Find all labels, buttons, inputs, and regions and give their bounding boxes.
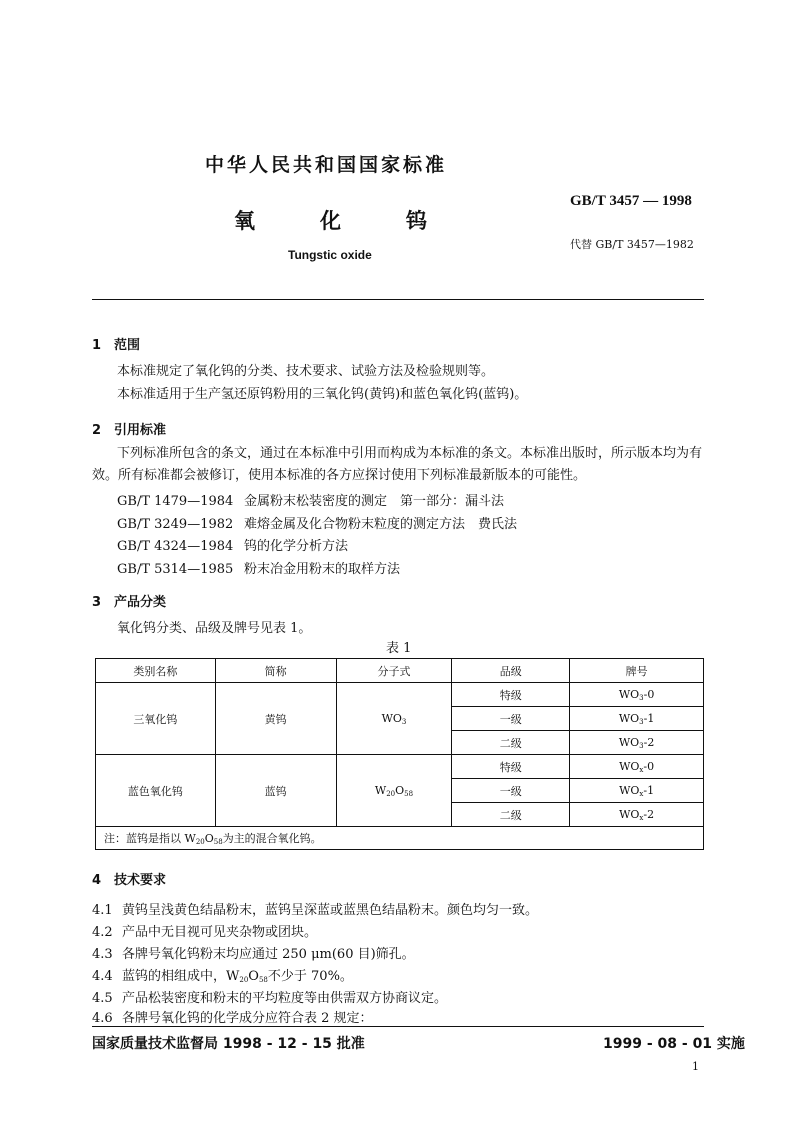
brand-cell: $WO_x-1$: [570, 779, 704, 803]
grade-cell: 一级: [452, 779, 570, 803]
title-char-3: 钨: [406, 209, 427, 233]
standard-number: GB/T 3457 — 1998: [570, 193, 692, 209]
section-4-heading: [92, 869, 166, 888]
table-row: [96, 683, 704, 707]
section-1-paragraph-1: 本标准规定了氧化钨的分类、技术要求、试验方法及检验规则等。: [117, 364, 495, 379]
brand-cell: $WO_3-0$: [570, 683, 704, 707]
section-number: 4: [92, 873, 102, 888]
brand-cell: $WO_x-0$: [570, 755, 704, 779]
section-number: 3: [92, 595, 102, 610]
grade-cell: 一级: [452, 707, 570, 731]
table-note: 注：蓝钨是指以 $W_{20}O_{58}$为主的混合氧化钨。: [96, 827, 704, 850]
section-2-heading: [92, 419, 166, 438]
document-title: [234, 205, 427, 235]
reference-title: 钨的化学分析方法: [244, 539, 349, 554]
clause-4-1: 4.1 黄钨呈浅黄色结晶粉末，蓝钨呈深蓝或蓝黑色结晶粉末。颜色均匀一致。: [92, 903, 539, 918]
short-name-cell: 蓝钨: [215, 755, 336, 827]
approval-statement: 国家质量技术监督局 1998 - 12 - 15 批准: [92, 1036, 365, 1052]
section-number: 1: [92, 338, 102, 353]
clause-4-3: 4.3 各牌号氧化钨粉末均应通过 250 μm(60 目)筛孔。: [92, 947, 415, 962]
reference-item: [117, 558, 400, 577]
brand-cell: $WO_x-2$: [570, 803, 704, 827]
section-title: 引用标准: [114, 423, 167, 438]
section-2-intro: 下列标准所包含的条文，通过在本标准中引用而构成为本标准的条文。本标准出版时，所示版本均为有效。所有标准都会被修订，使用本标准的各方应探讨使用下列标准最新版本的可能性。: [92, 446, 703, 483]
header-short-name: 简称: [215, 659, 336, 683]
reference-title: 粉末冶金用粉末的取样方法: [244, 562, 401, 577]
table-row: [96, 755, 704, 779]
reference-code: GB/T 5314—1985: [117, 562, 234, 577]
header-divider: [92, 299, 704, 300]
table-1-caption: 表 1: [386, 641, 412, 656]
section-title: 产品分类: [114, 595, 167, 610]
short-name-cell: 黄钨: [215, 683, 336, 755]
grade-cell: 二级: [452, 731, 570, 755]
header-brand: 牌号: [570, 659, 704, 683]
header-grade: 品级: [452, 659, 570, 683]
reference-item: [117, 490, 504, 509]
clause-4-5: 4.5 产品松装密度和粉末的平均粒度等由供需双方协商议定。: [92, 991, 448, 1006]
section-title: 范围: [114, 338, 141, 353]
national-standard-heading: 中华人民共和国国家标准: [205, 154, 448, 176]
grade-cell: 特级: [452, 755, 570, 779]
table-header-row: [96, 659, 704, 683]
grade-cell: 二级: [452, 803, 570, 827]
header-category: 类别名称: [96, 659, 216, 683]
clause-4-6: 4.6 各牌号氧化钨的化学成分应符合表 2 规定：: [92, 1011, 373, 1026]
category-cell: 蓝色氧化钨: [96, 755, 216, 827]
reference-code: GB/T 4324—1984: [117, 539, 234, 554]
reference-title: 难熔金属及化合物粉末粒度的测定方法 费氏法: [244, 517, 518, 532]
replaces-standard: 代替 GB/T 3457—1982: [570, 238, 694, 251]
clause-4-4: 4.4 蓝钨的相组成中，$W_{20}O_{58}$不少于 70%。: [92, 969, 353, 984]
formula-cell: $W_{20}O_{58}$: [336, 755, 452, 827]
effective-date: 1999 - 08 - 01 实施: [603, 1036, 745, 1052]
header-formula: 分子式: [336, 659, 452, 683]
title-char-2: 化: [320, 209, 341, 233]
clause-4-2: 4.2 产品中无目视可见夹杂物或团块。: [92, 925, 318, 940]
table-1: [95, 658, 704, 850]
section-1-paragraph-2: 本标准适用于生产氢还原钨粉用的三氧化钨(黄钨)和蓝色氧化钨(蓝钨)。: [117, 387, 528, 402]
section-3-heading: [92, 591, 166, 610]
grade-cell: 特级: [452, 683, 570, 707]
section-1-heading: [92, 334, 140, 353]
brand-cell: $WO_3-2$: [570, 731, 704, 755]
section-title: 技术要求: [114, 873, 167, 888]
section-number: 2: [92, 423, 102, 438]
reference-item: [117, 535, 348, 554]
title-char-1: 氧: [234, 209, 255, 233]
brand-cell: $WO_3-1$: [570, 707, 704, 731]
section-3-paragraph: 氧化钨分类、品级及牌号见表 1。: [117, 621, 312, 636]
reference-code: GB/T 1479—1984: [117, 494, 234, 509]
formula-cell: $WO_3$: [336, 683, 452, 755]
reference-item: [117, 513, 517, 532]
page-number: 1: [692, 1060, 699, 1073]
reference-code: GB/T 3249—1982: [117, 517, 234, 532]
english-title: Tungstic oxide: [288, 248, 372, 262]
table-note-row: [96, 827, 704, 850]
footer-divider: [92, 1026, 704, 1027]
reference-title: 金属粉末松装密度的测定 第一部分：漏斗法: [244, 494, 505, 509]
category-cell: 三氧化钨: [96, 683, 216, 755]
